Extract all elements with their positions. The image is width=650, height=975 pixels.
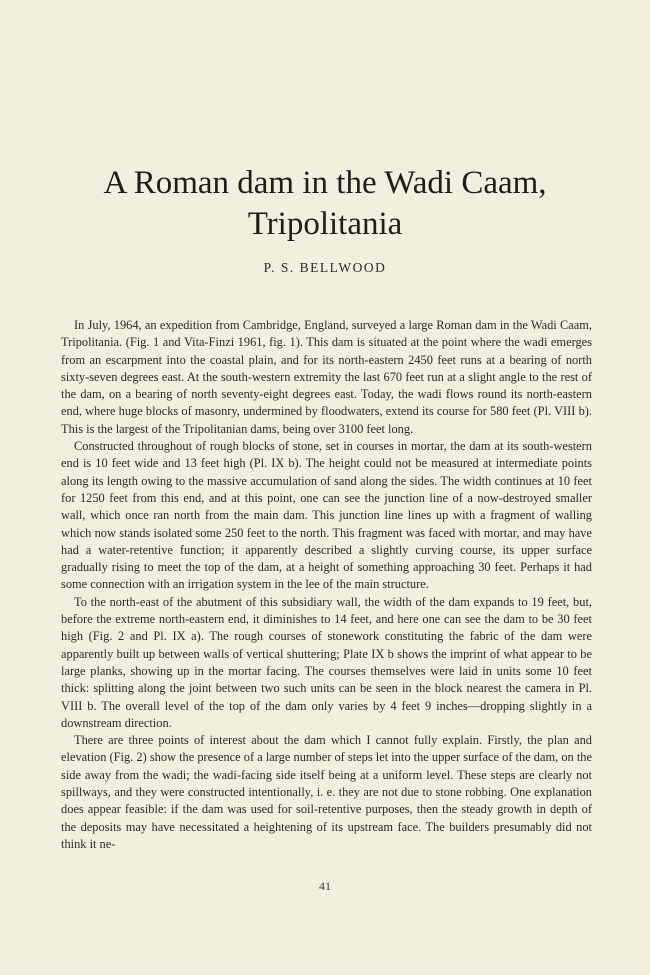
page-number: 41 [319, 879, 331, 893]
paragraph: Constructed throughout of rough blocks of stone, set in courses in mortar, the dam at its south-western end is 10 feet wide and 13 feet high (Pl. IX b). The height could not be measured at intermediate points along its length owing to the massive accumulation of sand along the sides. The width continues at 10 feet for 1250 feet from this end, and at this point, one can see the junction line of a now-destroyed smaller wall, which once ran north from the main dam. This junction line lines up with a fragment of walling which now stands isolated some 250 feet to the north. This fragment was faced with mortar, and may have had a water-retentive function; it apparently described a slightly curving course, its upper surface gradually rising to meet the top of the dam, at a height of something approaching 30 feet. Perhaps it had some connection with an irrigation system in the lee of the main structure. [61, 439, 592, 592]
paragraph: There are three points of interest about the dam which I cannot fully explain. Firstly, the plan and elevation (Fig. 2) show the presence of a large number of steps let into the upper surface of the dam, on the side away from the wadi; the wadi-facing side itself being at a uniform level. These steps are clearly not spillways, and they were constructed intentionally, i. e. they are not due to stone robbing. One explanation does appear feasible: if the dam was used for soil-retentive purposes, then the steady growth in depth of the deposits may have necessitated a heightening of its upstream face. The builders presumably did not think it ne- [61, 733, 592, 851]
article-body [61, 317, 592, 853]
paragraph: In July, 1964, an expedition from Cambridge, England, surveyed a large Roman dam in the Wadi Caam, Tripolitania. (Fig. 1 and Vita-Finzi 1961, fig. 1). This dam is situated at the point where the wadi emerges from an escarpment into the coastal plain, and for its north-eastern 2450 feet runs at a bearing of north sixty-seven degrees east. At the south-western extremity the last 670 feet run at a slight angle to the rest of the dam, on a bearing of north seventy-eight degrees east. Today, the wadi flows round its north-eastern end, where huge blocks of masonry, undermined by floodwaters, extend its course for 580 feet (Pl. VIII b). This is the largest of the Tripolitanian dams, being over 3100 feet long. [61, 318, 592, 436]
paragraph: To the north-east of the abutment of this subsidiary wall, the width of the dam expands to 19 feet, but, before the extreme north-eastern end, it diminishes to 14 feet, and here one can see the dam to be 30 feet high (Fig. 2 and Pl. IX a). The rough courses of stonework constituting the fabric of the dam were apparently built up between walls of vertical shuttering; Plate IX b shows the imprint of what appear to be large planks, showing up in the mortar facing. The courses themselves were laid in units some 10 feet thick: splitting along the joint between two such units can be seen in the block nearest the camera in Pl. VIII b. The overall level of the top of the dam only varies by 4 feet 9 inches—dropping slightly in a downstream direction. [61, 594, 592, 730]
title-line-1: A Roman dam in the Wadi Caam, [103, 165, 547, 201]
author-name: P. S. BELLWOOD [263, 260, 387, 275]
article-title [40, 163, 610, 245]
title-line-2: Tripolitania [247, 206, 403, 242]
